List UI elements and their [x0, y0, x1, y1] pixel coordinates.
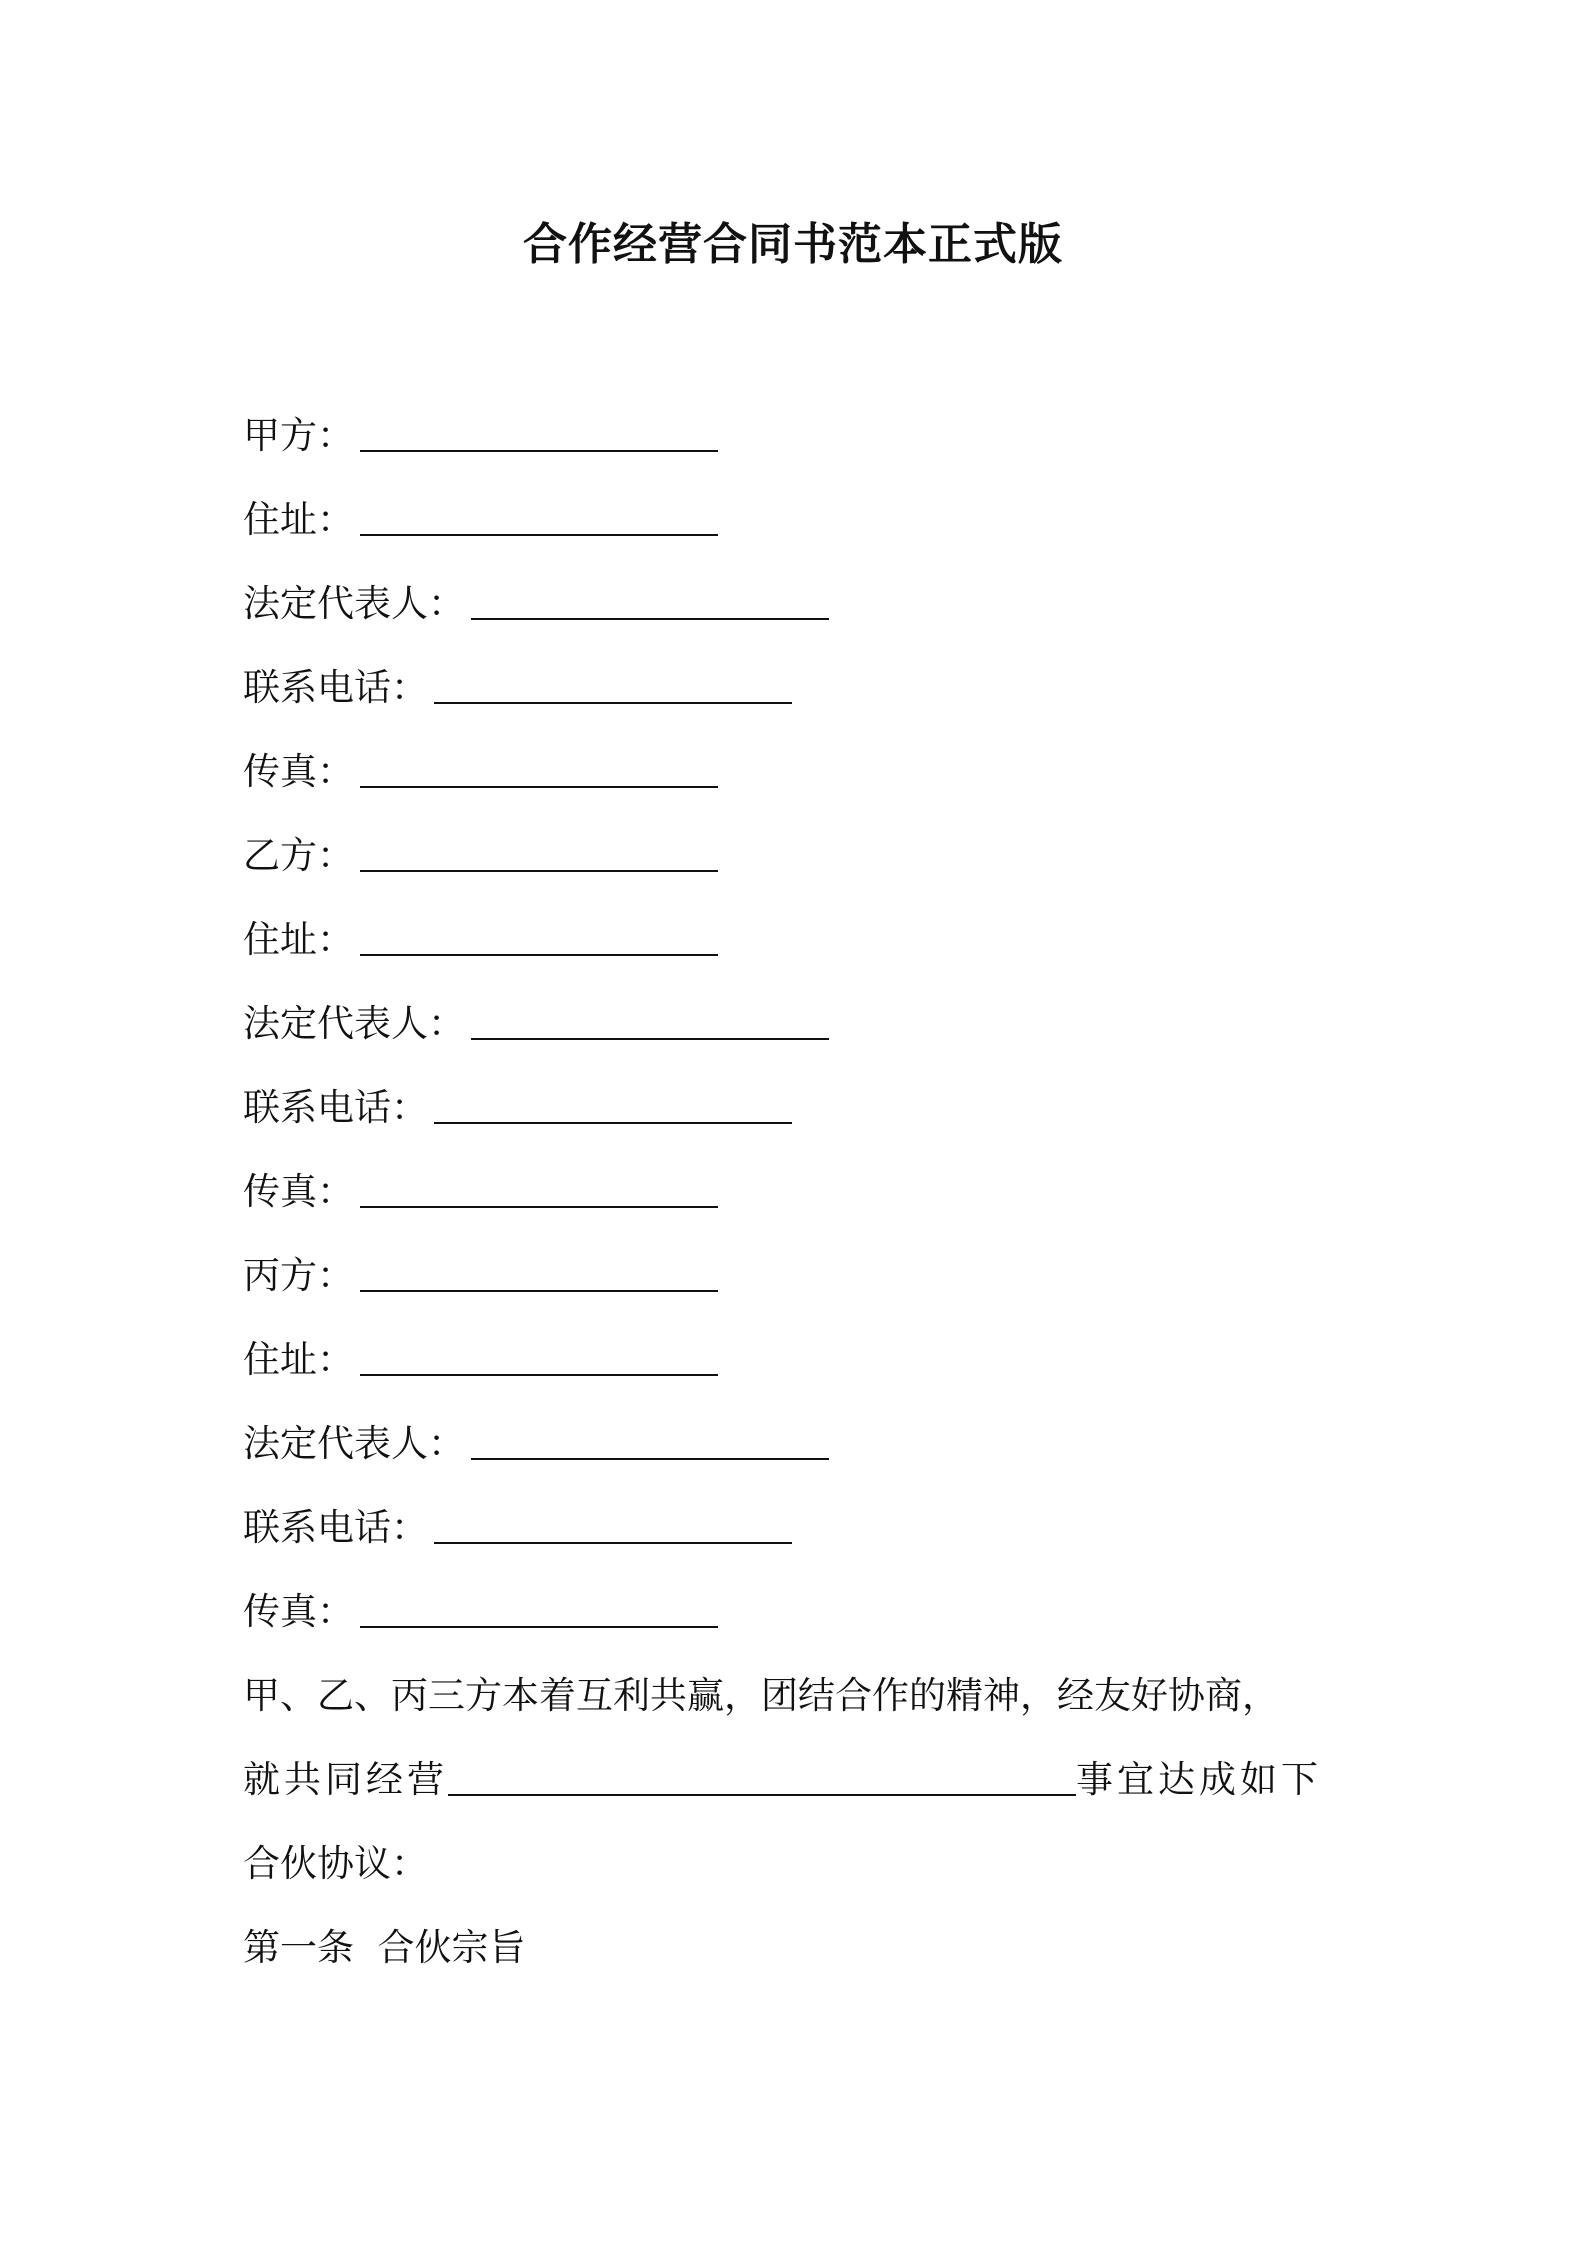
- article-1-heading: [243, 1920, 1363, 2004]
- business-blank: [448, 1764, 1076, 1796]
- party-a-address-label: 住址：: [243, 498, 354, 541]
- party-a-phone-line: [243, 660, 1363, 744]
- party-c-address-blank: [360, 1344, 718, 1376]
- party-a-name-line: [243, 408, 1363, 492]
- intro-line-3: 合伙协议：: [243, 1842, 428, 1885]
- party-b-name-line: [243, 828, 1363, 912]
- intro-line-2: [243, 1752, 1363, 1836]
- party-c-address-line: [243, 1332, 1363, 1416]
- intro-line-2-prefix: 就共同经营: [243, 1758, 448, 1801]
- party-b-phone-line: [243, 1080, 1363, 1164]
- document-title: 合作经营合同书范本正式版: [523, 219, 1063, 270]
- article-1-title: 合伙宗旨: [377, 1926, 526, 1969]
- party-a-rep-label: 法定代表人：: [243, 582, 465, 625]
- party-b-name-blank: [360, 840, 718, 872]
- party-b-phone-blank: [434, 1092, 792, 1124]
- party-c-phone-line: [243, 1500, 1363, 1584]
- party-c-fax-label: 传真：: [243, 1590, 354, 1633]
- party-c-address-label: 住址：: [243, 1338, 354, 1381]
- party-a-rep-line: [243, 576, 1363, 660]
- party-b-rep-blank: [471, 1008, 829, 1040]
- party-c-name-label: 丙方：: [243, 1254, 354, 1297]
- party-a-phone-label: 联系电话：: [243, 666, 428, 709]
- party-b-fax-blank: [360, 1176, 718, 1208]
- party-a-address-blank: [360, 504, 718, 536]
- party-c-rep-blank: [471, 1428, 829, 1460]
- party-a-name-blank: [360, 420, 718, 452]
- party-c-phone-blank: [434, 1512, 792, 1544]
- party-c-rep-line: [243, 1416, 1363, 1500]
- party-b-address-blank: [360, 924, 718, 956]
- party-b-phone-label: 联系电话：: [243, 1086, 428, 1129]
- party-a-rep-blank: [471, 588, 829, 620]
- party-c-fax-line: [243, 1584, 1363, 1668]
- party-a-fax-line: [243, 744, 1363, 828]
- party-b-fax-label: 传真：: [243, 1170, 354, 1213]
- article-1-number: 第一条: [243, 1926, 354, 1969]
- party-a-phone-blank: [434, 672, 792, 704]
- party-a-name-label: 甲方：: [243, 414, 354, 457]
- party-c-name-blank: [360, 1260, 718, 1292]
- intro-line-1: 甲、乙、丙三方本着互利共赢，团结合作的精神，经友好协商，: [243, 1674, 1279, 1717]
- contract-body: [243, 408, 1363, 2004]
- party-b-address-line: [243, 912, 1363, 996]
- party-b-name-label: 乙方：: [243, 834, 354, 877]
- intro-line-2-suffix: 事宜达成如下: [1076, 1758, 1322, 1801]
- party-a-address-line: [243, 492, 1363, 576]
- party-b-rep-label: 法定代表人：: [243, 1002, 465, 1045]
- party-c-name-line: [243, 1248, 1363, 1332]
- party-c-phone-label: 联系电话：: [243, 1506, 428, 1549]
- party-c-rep-label: 法定代表人：: [243, 1422, 465, 1465]
- party-b-rep-line: [243, 996, 1363, 1080]
- party-a-fax-blank: [360, 756, 718, 788]
- party-c-fax-blank: [360, 1596, 718, 1628]
- party-a-fax-label: 传真：: [243, 750, 354, 793]
- party-b-address-label: 住址：: [243, 918, 354, 961]
- party-b-fax-line: [243, 1164, 1363, 1248]
